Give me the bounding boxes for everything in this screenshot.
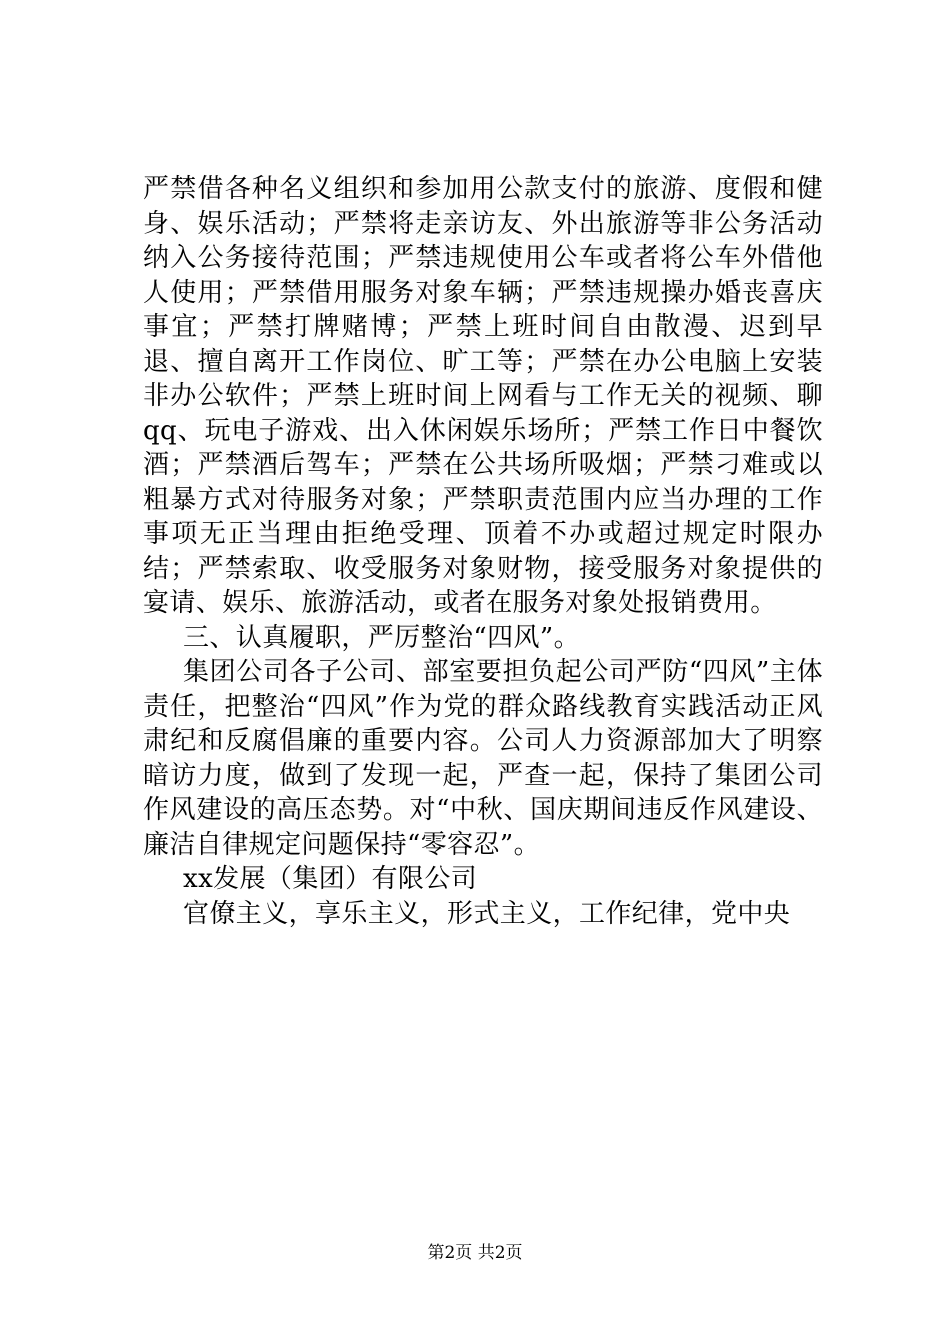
company-signature: xx发展（集团）有限公司 bbox=[183, 864, 478, 894]
document-body bbox=[143, 172, 823, 931]
keywords-line: 官僚主义，享乐主义，形式主义，工作纪律，党中央 bbox=[183, 898, 791, 929]
paragraph-prohibitions: 严禁借各种名义组织和参加用公款支付的旅游、度假和健身、娱乐活动；严禁将走亲访友、外出旅游等非公务活动纳入公务接待范围；严禁违规使用公车或者将公车外借他人使用；严禁借用服务对象车辆；严禁违规操办婚丧喜庆事宜；严禁打牌赌博；严禁上班时间自由散漫、迟到早退、擅自离开工作岗位、旷工等；严禁在办公电脑上安装非办公软件；严禁上班时间上网看与工作无关的视频、聊qq、玩电子游戏、出入休闲娱乐场所；严禁工作日中餐饮酒；严禁酒后驾车；严禁在公共场所吸烟；严禁刁难或以粗暴方式对待服务对象；严禁职责范围内应当办理的工作事项无正当理由拒绝受理、顶着不办或超过规定时限办结；严禁索取、收受服务对象财物，接受服务对象提供的宴请、娱乐、旅游活动，或者在服务对象处报销费用。 bbox=[143, 174, 823, 618]
section-heading-three: 三、认真履职，严厉整治“四风”。 bbox=[183, 622, 580, 653]
paragraph-responsibility: 集团公司各子公司、部室要担负起公司严防“四风”主体责任，把整治“四风”作为党的群众路线教育实践活动正风肃纪和反腐倡廉的重要内容。公司人力资源部加大了明察暗访力度，做到了发现一起，严查一起，保持了集团公司作风建设的高压态势。对“中秋、国庆期间违反作风建设、廉洁自律规定问题保持“零容忍”。 bbox=[143, 657, 823, 860]
page-footer: 第2页 共2页 bbox=[427, 1243, 523, 1263]
